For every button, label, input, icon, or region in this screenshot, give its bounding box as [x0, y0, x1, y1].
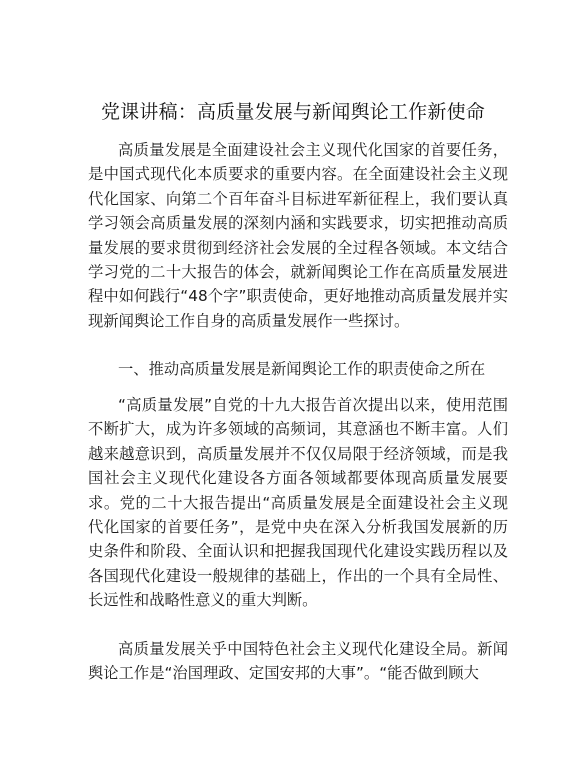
section-heading: 一、推动高质量发展是新闻舆论工作的职责使命之所在 [118, 360, 486, 378]
body-paragraph: “高质量发展”自党的十九大报告首次提出以来，使用范围不断扩大，成为许多领域的高频词，其意涵也不断丰富。人们越来越意识到，高质量发展并不仅仅局限于经济领域，而是我国社会主义现代化建设各方面各领域都要体现高质量发展要求。党的二十大报告提出“高质量发展是全面建设社会主义现代化国家的首要任务”，是党中央在深入分析我国发展新的历史条件和阶段、全面认识和把握我国现代化建设实践历程以及各国现代化建设一般规律的基础上，作出的一个具有全局性、长远性和战略性意义的重大判断。 [88, 396, 508, 610]
body-paragraph: 高质量发展关乎中国特色社会主义现代化建设全局。新闻舆论工作是“治国理政、定国安邦的大事”。“能否做到顾大 [88, 640, 508, 683]
body-paragraph: 高质量发展是全面建设社会主义现代化国家的首要任务，是中国式现代化本质要求的重要内容。在全面建设社会主义现代化国家、向第二个百年奋斗目标进军新征程上，我们要认真学习领会高质量发展的深刻内涵和实践要求，切实把推动高质量发展的要求贯彻到经济社会发展的全过程各领域。本文结合学习党的二十大报告的体会，就新闻舆论工作在高质量发展进程中如何践行“48个字”职责使命，更好地推动高质量发展并实现新闻舆论工作自身的高质量发展作一些探讨。 [88, 141, 508, 330]
document-title: 党课讲稿：高质量发展与新闻舆论工作新使命 [100, 101, 485, 123]
